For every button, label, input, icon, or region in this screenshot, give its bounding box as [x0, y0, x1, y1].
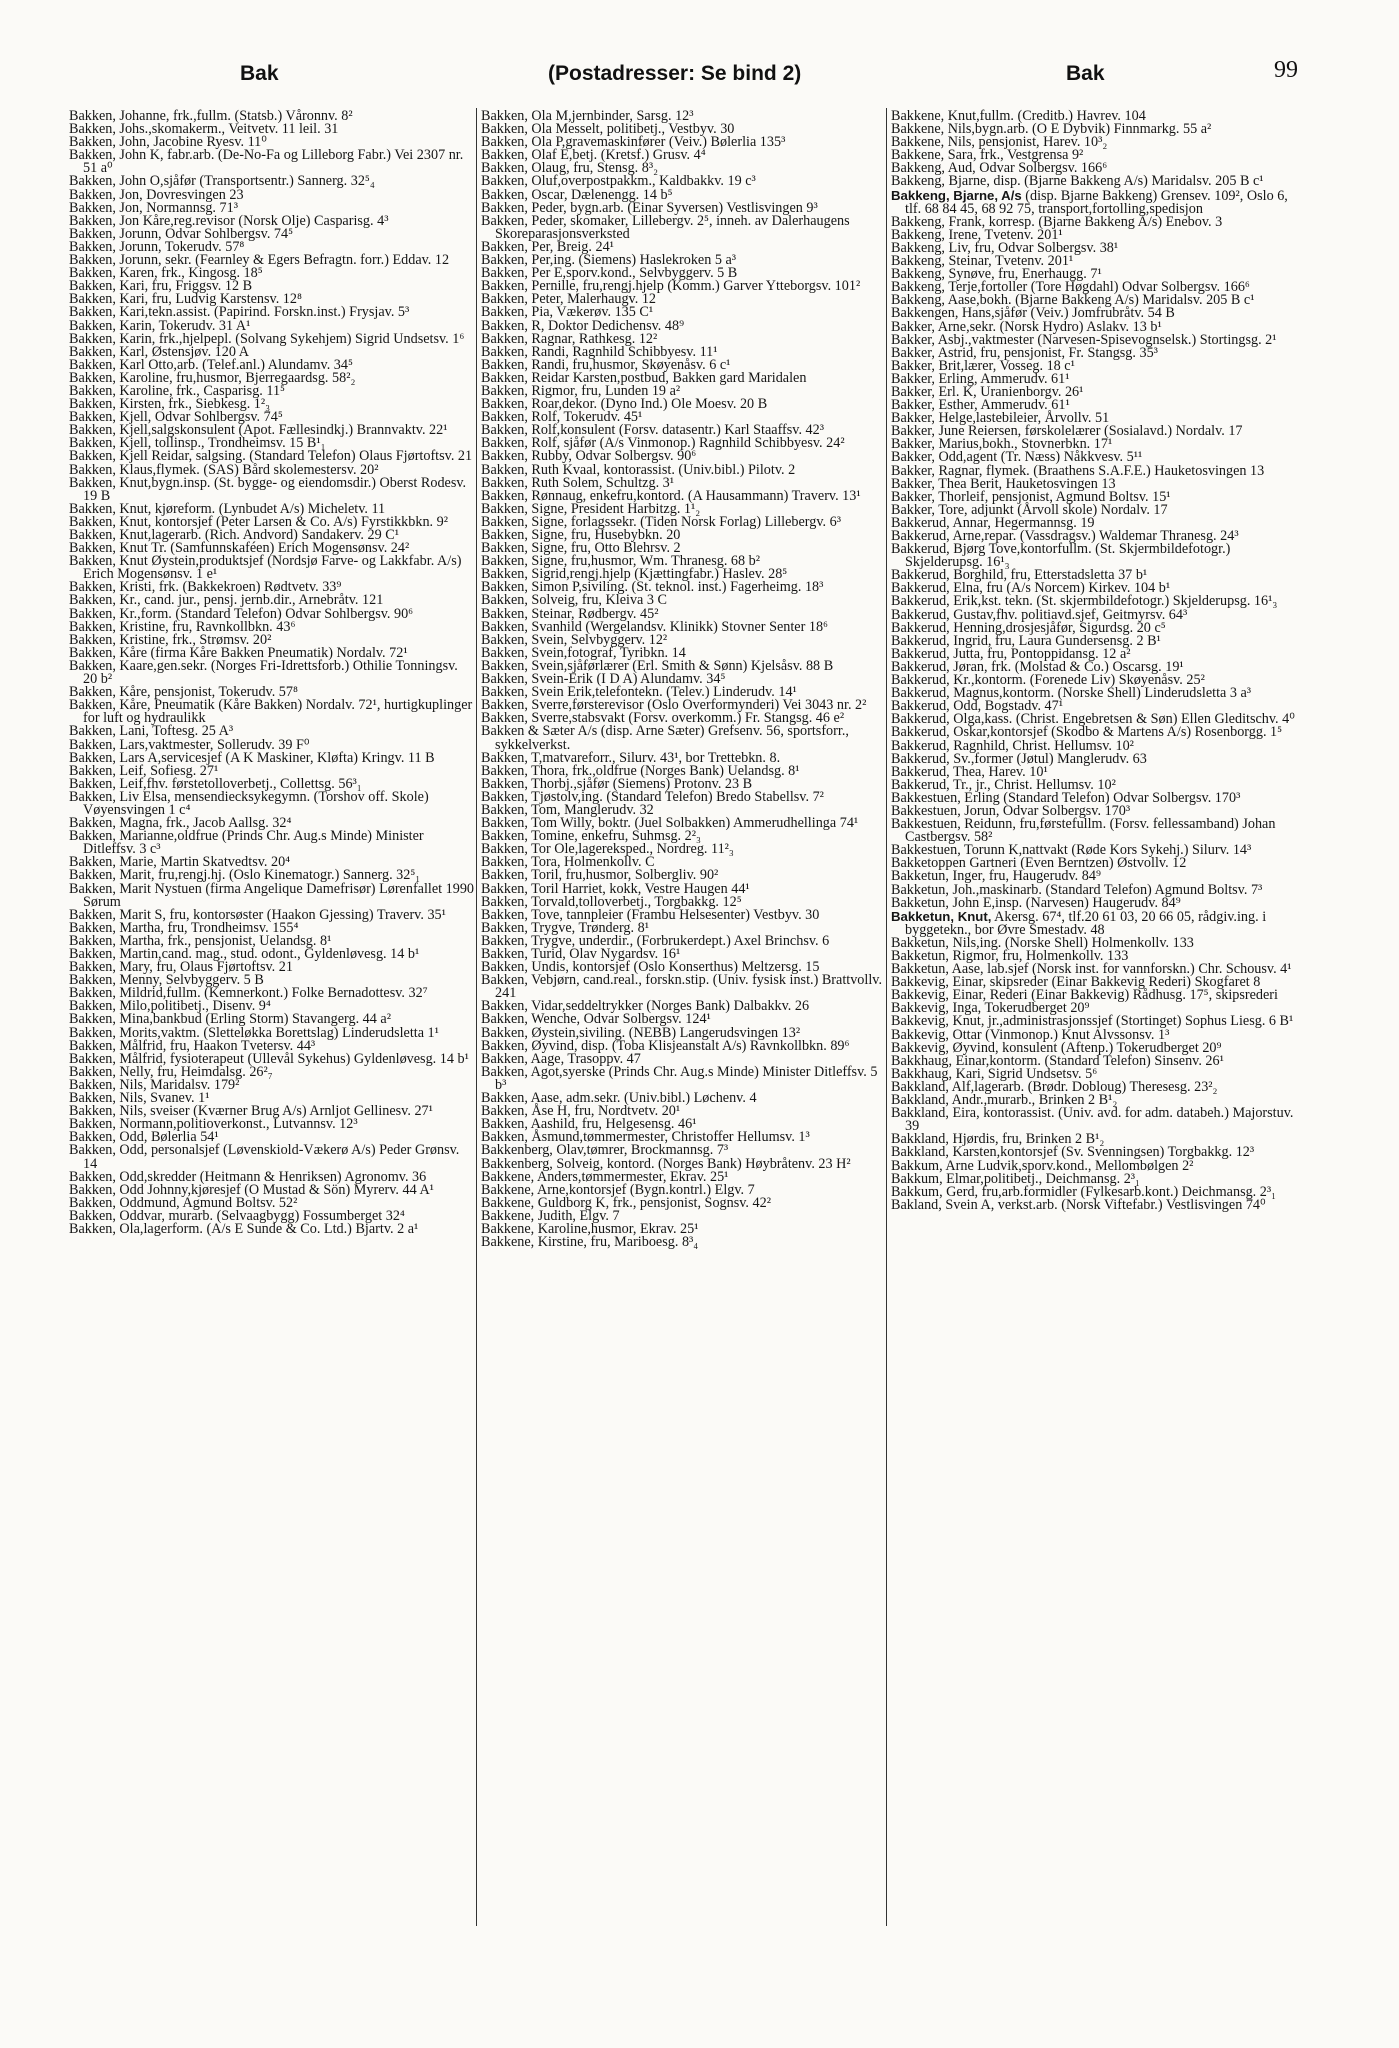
directory-entry: Bakken, Thora, frk.,oldfrue (Norges Bank) Uelandsg. 8¹ [481, 762, 800, 779]
directory-entry: Bakken, Svein,sjåførlærer (Erl. Smith & Sønn) Kjelsåsv. 88 B [481, 657, 834, 674]
directory-entry: Bakkerud, Borghild, fru, Etterstadsletta 37 b¹ [891, 567, 1148, 584]
directory-entry: Bakketun, Inger, fru, Haugerudv. 84⁹ [891, 868, 1101, 885]
directory-entry: Bakken, Martha, fru, Trondheimsv. 155⁴ [69, 919, 299, 936]
directory-entry: Bakken, Karin, Tokerudv. 31 A¹ [69, 317, 251, 334]
directory-entry: Bakkene, Arne,kontorsjef (Bygn.kontrl.) Elgv. 7 [481, 1181, 755, 1198]
directory-entry: Bakken, R, Doktor Dedichensv. 48⁹ [481, 317, 685, 334]
directory-entry: Bakkestuen, Jorun, Odvar Solbergsv. 170³ [891, 802, 1131, 819]
directory-entry: Bakketun, Aase, lab.sjef (Norsk inst. for vannforskn.) Chr. Schousv. 4¹ [891, 961, 1292, 978]
directory-entry: Bakkene, Nils, pensjonist, Harev. 10³₂ [891, 134, 1108, 151]
directory-entry: Bakken, Tomine, enkefru, Suhmsg. 2²₃ [481, 828, 701, 845]
directory-entry: Bakken, Aase, adm.sekr. (Univ.bibl.) Løchenv. 4 [481, 1090, 757, 1107]
directory-entry: Bakken, Wenche, Odvar Solbergsv. 124¹ [481, 1011, 711, 1028]
directory-entry: Bakkene, Sara, frk., Vestgrensa 9² [891, 147, 1084, 164]
directory-entry: Bakken, Lani, Toftesg. 25 A³ [69, 723, 234, 740]
directory-entry: Bakken, Knut,bygn.insp. (St. bygge- og eiendomsdir.) Oberst Rodesv. 19 B [69, 474, 467, 504]
directory-entry: Bakken, Roar,dekor. (Dyno Ind.) Ole Moesv. 20 B [481, 396, 768, 413]
header-left: Bak [240, 62, 279, 85]
column-1 [69, 110, 475, 1236]
directory-entry: Bakken, Tom Willy, boktr. (Juel Solbakken) Ammerudhellinga 74¹ [481, 815, 859, 832]
directory-entry: Bakkerud, Tr., jr., Christ. Hellumsv. 10² [891, 776, 1116, 793]
directory-entry: Bakken, Ola Messelt, politibetj., Vestbyv. 30 [481, 121, 735, 138]
directory-entry: Bakken, Rolf, sjåfør (A/s Vinmonop.) Ragnhild Schibbyesv. 24² [481, 435, 845, 452]
directory-entry: Bakkestuen, Torunn K,nattvakt (Røde Kors Sykehj.) Silurv. 14³ [891, 842, 1252, 859]
directory-entry: Bakken, Reidar Karsten,postbud, Bakken gard Maridalen [481, 369, 807, 386]
directory-entry: Bakken, Øyvind, disp. (Toba Klisjeanstalt A/s) Ravnkollbkn. 89⁶ [481, 1037, 850, 1054]
directory-entry: Bakken, Peter, Malerhaugv. 12 [481, 291, 657, 308]
directory-entry: Bakker, Astrid, fru, pensjonist, Fr. Stangsg. 35³ [891, 344, 1158, 361]
directory-entry: Bakker, Brit,lærer, Vosseg. 18 c¹ [891, 357, 1075, 374]
directory-entry: Bakken, Kristine, frk., Strømsv. 20² [69, 631, 272, 648]
directory-entry: Bakker, Asbj.,vaktmester (Narvesen-Spisevognselsk.) Stortingsg. 2¹ [891, 331, 1277, 348]
directory-entry: Bakketun, Rigmor, fru, Holmenkollv. 133 [891, 948, 1129, 964]
directory-entry: Bakken, Leif, Sofiesg. 27¹ [69, 762, 219, 779]
directory-entry: Bakken, Åse H, fru, Nordtvetv. 20¹ [481, 1103, 681, 1120]
directory-entry: Bakken, Odd Johnny,kjøresjef (O Mustad & Sön) Myrerv. 44 A¹ [69, 1181, 434, 1198]
directory-entry: Bakker, Arne,sekr. (Norsk Hydro) Aslakv. 13 b¹ [891, 318, 1162, 335]
directory-entry: Bakken, Jon Kåre,reg.revisor (Norsk Olje) Casparisg. 4³ [69, 212, 389, 229]
directory-entry: Bakkevig, Einar, skipsreder (Einar Bakkevig Rederi) Skogfaret 8 [891, 974, 1261, 991]
directory-entry: Bakken, Randi, fru,husmor, Skøyenåsv. 6 c¹ [481, 356, 731, 373]
directory-entry: Bakkestuen, Reidunn, fru,førstefullm. (Forsv. fellessamband) Johan Castbergsv. 58² [891, 816, 1276, 846]
directory-entry: Bakkland, Eira, kontorassist. (Univ. avd. for adm. databeh.) Majorstuv. 39 [891, 1105, 1294, 1135]
directory-entry: Bakken, Signe, President Harbitzg. 1¹₂ [481, 500, 701, 517]
directory-entry: Bakkerud, Magnus,kontorm. (Norske Shell) Linderudsletta 3 a³ [891, 685, 1252, 702]
directory-entry: Bakken, Kari, fru, Friggsv. 12 B [69, 278, 253, 295]
directory-entry: Bakkerud, Thea, Harev. 10¹ [891, 763, 1048, 780]
directory-entry: Bakken, Marit, fru,rengj.hj. (Oslo Kinematogr.) Sannerg. 32⁵₁ [69, 867, 421, 884]
column-divider-1 [476, 108, 477, 1926]
directory-entry: Bakken, Johanne, frk.,fullm. (Statsb.) Våronnv. 8² [69, 108, 353, 124]
directory-entry: Bakken, Jon, Normannsg. 71³ [69, 199, 238, 216]
directory-entry: Bakken, Sigrid,rengj.hjelp (Kjættingfabr.) Haslev. 28⁵ [481, 566, 788, 583]
directory-entry: Bakken, Liv Elsa, mensendiecksykegymn. (Torshov off. Skole) Vøyensvingen 1 c⁴ [69, 788, 429, 818]
directory-entry: Bakken, Per E,sporv.kond., Selvbyggerv. 5 B [481, 265, 738, 282]
directory-entry: Bakkevig, Ottar (Vinmonop.) Knut Alvssonsv. 1³ [891, 1026, 1170, 1043]
directory-entry: Bakken, Kjell, tollinsp., Trondheimsv. 15 B¹₁ [69, 435, 326, 452]
directory-entry: Bakker, Erl. K, Uranienborgv. 26¹ [891, 383, 1084, 400]
directory-entry: Bakken, Vebjørn, cand.real., forskn.stip. (Univ. fysisk inst.) Brattvollv. 241 [481, 972, 882, 1002]
directory-entry: Bakken, Karin, frk.,hjelpepl. (Solvang Sykehjem) Sigrid Undsetsv. 1⁶ [69, 330, 465, 347]
directory-entry: Bakkerud, Erik,kst. tekn. (St. skjermbildefotogr.) Skjelderupsg. 16¹₃ [891, 593, 1278, 610]
directory-entry: Bakken, Svein Erik,telefontekn. (Telev.) Linderudv. 14¹ [481, 684, 797, 701]
directory-entry: Bakkevig, Inga, Tokerudberget 20⁹ [891, 1000, 1090, 1017]
directory-entry: Bakken, Kaare,gen.sekr. (Norges Fri-Idrettsforb.) Othilie Tonningsv. 20 b² [69, 657, 458, 688]
directory-entry: Bakkevig, Einar, Rederi (Einar Bakkevig) Rådhusg. 17⁵, skipsrederi [891, 987, 1278, 1004]
directory-entry: Bakken, Odd, personalsjef (Løvenskiold-Vækerø A/s) Peder Grønsv. 14 [69, 1142, 460, 1172]
directory-entry: Bakken, Leif,fhv. førstetolloverbetj., Collettsg. 56³₁ [69, 775, 362, 792]
directory-entry: Bakken, Aage, Trasoppv. 47 [481, 1050, 641, 1067]
directory-entry: Bakketun, John E,insp. (Narvesen) Haugerudv. 84⁹ [891, 894, 1181, 911]
directory-entry: Bakken, Kari, fru, Ludvig Karstensv. 12⁸ [69, 291, 302, 308]
column-divider-2 [886, 108, 887, 1926]
directory-entry: Bakken, Oddmund, Agmund Boltsv. 52² [69, 1194, 298, 1211]
directory-entry: Bakken, Martha, frk., pensjonist, Uelandsg. 8¹ [69, 932, 332, 949]
directory-entry: Bakken & Sæter A/s (disp. Arne Sæter) Grefsenv. 56, sportsforr., sykkelverkst. [481, 723, 849, 753]
directory-entry: Bakkerud, Kr.,kontorm. (Forenede Liv) Skøyenåsv. 25² [891, 672, 1205, 689]
directory-entry: Bakken, Marianne,oldfrue (Prinds Chr. Aug.s Minde) Minister Ditleffsv. 3 c³ [69, 828, 424, 858]
directory-entry: Bakken, Karoline, fru,husmor, Bjerregaardsg. 58²₂ [69, 369, 356, 386]
directory-entry: Bakken, Målfrid, fysioterapeut (Ullevål Sykehus) Gyldenløvesg. 14 b¹ [69, 1050, 469, 1067]
directory-entry: Bakken, John O,sjåfør (Transportsentr.) Sannerg. 32⁵₄ [69, 173, 375, 190]
directory-entry: Bakken, Kr.,form. (Standard Telefon) Odvar Sohlbergsv. 90⁶ [69, 605, 414, 622]
directory-entry: Bakken, Aashild, fru, Helgesensg. 46¹ [481, 1116, 697, 1133]
directory-entry: Bakken, Lars A,servicesjef (A K Maskiner, Kløfta) Kringv. 11 B [69, 749, 435, 766]
directory-entry: Bakken, John K, fabr.arb. (De-No-Fa og Lilleborg Fabr.) Vei 2307 nr. 51 a⁰ [69, 147, 464, 177]
directory-entry: Bakken, Undis, kontorsjef (Oslo Konserthus) Meltzersg. 15 [481, 959, 820, 976]
column-3 [891, 110, 1297, 1212]
directory-entry: Bakken, Knut Øystein,produktsjef (Nordsjø Farve- og Lakkfabr. A/s) Erich Mogensønsv. 1 e¹ [69, 553, 462, 583]
directory-entry: Bakkenberg, Solveig, kontord. (Norges Bank) Høybråtenv. 23 H² [481, 1155, 851, 1172]
directory-entry: Bakken, Svein,fotograf, Tyribkn. 14 [481, 644, 686, 661]
directory-entry: Bakken, Pia, Vækerøv. 135 C¹ [481, 304, 654, 321]
directory-entry: Bakken, Karoline, frk., Casparisg. 11⁵ [69, 382, 285, 399]
directory-entry: Bakkengen, Hans,sjåfør (Veiv.) Jomfrubråtv. 54 B [891, 305, 1175, 322]
directory-entry: Bakken, Signe, forlagssekr. (Tiden Norsk Forlag) Lillebergv. 6³ [481, 513, 841, 530]
directory-entry: Bakkerud, Gustav,fhv. politiavd.sjef, Geitmyrsv. 64³ [891, 606, 1188, 623]
directory-entry: Bakkene, Guldborg K, frk., pensjonist, Sognsv. 42² [481, 1194, 771, 1211]
directory-entry: Bakkerud, Jøran, frk. (Molstad & Co.) Oscarsg. 19¹ [891, 658, 1184, 675]
directory-entry: Bakker, Thorleif, pensjonist, Agmund Boltsv. 15¹ [891, 488, 1171, 505]
directory-entry: Bakken, Tove, tannpleier (Frambu Helsesenter) Vestbyv. 30 [481, 906, 820, 923]
directory-entry: Bakken, Åsmund,tømmermester, Christoffer Hellumsv. 1³ [481, 1129, 810, 1146]
directory-entry: Bakken, Magna, frk., Jacob Aallsg. 32⁴ [69, 815, 292, 832]
directory-entry: Bakken, Nils, Svanev. 1¹ [69, 1090, 210, 1107]
directory-entry: Bakkestuen, Erling (Standard Telefon) Odvar Solbergsv. 170³ [891, 789, 1241, 806]
directory-entry: Bakken, Jorunn, Tokerudv. 57⁸ [69, 238, 245, 255]
directory-entry: Bakkenberg, Olav,tømrer, Brockmannsg. 7³ [481, 1142, 729, 1159]
directory-entry: Bakkum, Elmar,politibetj., Deichmansg. 2³₁ [891, 1170, 1140, 1187]
directory-entry: Bakken, Trygve, underdir., (Forbrukerdept.) Axel Brinchsv. 6 [481, 932, 830, 949]
directory-entry: Bakker, Erling, Ammerudv. 61¹ [891, 370, 1070, 387]
directory-entry: Bakkhaug, Kari, Sigrid Undsetsv. 5⁶ [891, 1065, 1098, 1082]
directory-entry: Bakkeng, Aud, Odvar Solbergsv. 166⁶ [891, 160, 1108, 177]
directory-entry: Bakkene, Knut,fullm. (Creditb.) Havrev. 104 [891, 108, 1146, 124]
directory-entry: Bakkerud, Oskar,kontorsjef (Skodbo & Martens A/s) Rosenborgg. 1⁵ [891, 724, 1283, 741]
directory-entry: Bakken, Trygve, Trønderg. 8¹ [481, 919, 649, 936]
directory-entry: Bakken, Karen, frk., Kingosg. 18⁵ [69, 265, 263, 282]
directory-entry: Bakken, Mary, fru, Olaus Fjørtoftsv. 21 [69, 959, 293, 976]
directory-entry: Bakken, Knut, kjøreform. (Lynbudet A/s) Micheletv. 11 [69, 500, 386, 517]
directory-entry: Bakkevig, Knut, jr.,administrasjonssjef (Stortinget) Sophus Liesg. 6 B¹ [891, 1013, 1294, 1030]
directory-entry: Bakken, Rolf,konsulent (Forsv. datasentr.) Karl Staaffsv. 42³ [481, 422, 824, 439]
directory-entry: Bakkerud, Jutta, fru, Pontoppidansg. 12 a² [891, 645, 1131, 662]
directory-entry: Bakken, Kirsten, frk., Siebkesg. 1²₃ [69, 396, 271, 413]
directory-entry: Bakken, Oscar, Dælenengg. 14 b⁵ [481, 186, 673, 203]
directory-entry: Bakken, Odd, Bølerlia 54¹ [69, 1129, 219, 1146]
directory-entry: Bakker, Ragnar, flymek. (Braathens S.A.F.E.) Hauketosvingen 13 [891, 462, 1265, 479]
directory-entry: Bakketun, Knut, Akersg. 67⁴, tlf.20 61 03, 20 66 05, rådgiv.ing. i byggetekn., bor Øvre Smestadv. 48 [891, 908, 1267, 938]
directory-entry: Bakker, Helge,lastebileier, Årvollv. 51 [891, 410, 1110, 427]
directory-entry: Bakken, Rolf, Tokerudv. 45¹ [481, 409, 643, 426]
directory-entry: Bakken, Toril, fru,husmor, Solbergliv. 90² [481, 867, 719, 884]
directory-entry: Bakken, Peder, bygn.arb. (Einar Syversen) Vestlisvingen 9³ [481, 199, 818, 216]
directory-entry: Bakken, Kr., cand. jur., pensj. jernb.dir., Arnebråtv. 121 [69, 592, 384, 609]
directory-entry: Bakken, Jorunn, Odvar Sohlbergsv. 74⁵ [69, 225, 294, 242]
directory-entry: Bakken, Randi, Ragnhild Schibbyesv. 11¹ [481, 343, 718, 360]
directory-entry: Bakken, Ruth Solem, Schultzg. 3¹ [481, 474, 675, 491]
directory-entry: Bakken, Jon, Dovresvingen 23 [69, 186, 244, 203]
directory-entry: Bakken, Oddvar, murarb. (Selvaagbygg) Fossumberget 32⁴ [69, 1207, 405, 1224]
directory-entry: Bakken, Kjell, Odvar Sohlbergsv. 74⁵ [69, 409, 283, 426]
directory-entry: Bakken, Per,ing. (Siemens) Haslekroken 5 a³ [481, 252, 737, 269]
directory-entry: Bakken, Per, Breig. 24¹ [481, 238, 614, 255]
directory-entry: Bakker, Thea Berit, Hauketosvingen 13 [891, 475, 1116, 492]
directory-entry: Bakkerud, Henning,drosjesjåfør, Sigurdsg. 20 c⁵ [891, 619, 1166, 636]
directory-entry: Bakken, Karl Otto,arb. (Telef.anl.) Alundamv. 34⁵ [69, 356, 353, 373]
directory-entry: Bakken, Tor Ole,lagereksped., Nordreg. 11²₃ [481, 841, 734, 858]
directory-entry: Bakken, Rønnaug, enkefru,kontord. (A Hausammann) Traverv. 13¹ [481, 487, 861, 504]
directory-entry: Bakken, Ragnar, Rathkesg. 12² [481, 330, 658, 347]
directory-entry: Bakken, Nelly, fru, Heimdalsg. 26²₇ [69, 1063, 273, 1080]
directory-entry: Bakken, Agot,syerske (Prinds Chr. Aug.s Minde) Minister Ditleffsv. 5 b³ [481, 1063, 878, 1093]
directory-entry: Bakken, Peder, skomaker, Lillebergv. 2⁵, inneh. av Dalerhaugens Skoreparasjonsverksted [481, 212, 850, 242]
directory-entry: Bakken, Normann,politioverkonst., Lutvannsv. 12³ [69, 1116, 358, 1133]
directory-entry: Bakken, Mina,bankbud (Erling Storm) Stavangerg. 44 a² [69, 1011, 391, 1028]
header-center: (Postadresser: Se bind 2) [548, 62, 802, 85]
directory-entry: Bakken, Svein-Erik (I D A) Alundamv. 34⁵ [481, 671, 726, 688]
directory-entry: Bakken, Oluf,overpostpakkm., Kaldbakkv. 19 c³ [481, 173, 756, 190]
directory-entry: Bakken, Mildrid,fullm. (Kemnerkont.) Folke Bernadottesv. 32⁷ [69, 985, 428, 1002]
directory-entry: Bakkerud, Ragnhild, Christ. Hellumsv. 10² [891, 737, 1134, 754]
directory-entry: Bakkeng, Aase,bokh. (Bjarne Bakkeng A/s) Maridalsv. 205 B c¹ [891, 292, 1255, 309]
directory-entry: Bakken, Målfrid, fru, Haakon Tvetersv. 44³ [69, 1037, 316, 1054]
directory-entry: Bakken, Vidar,seddeltrykker (Norges Bank) Dalbakkv. 26 [481, 998, 810, 1015]
directory-entry: Bakken, Rigmor, fru, Lunden 19 a² [481, 382, 681, 399]
directory-entry: Bakken, Martin,cand. mag., stud. odont., Gyldenløvesg. 14 b¹ [69, 946, 420, 962]
directory-entry: Bakkerud, Olga,kass. (Christ. Engebretsen & Søn) Ellen Gleditschv. 4⁰ [891, 711, 1295, 728]
directory-entry: Bakken, Ruth Kvaal, kontorassist. (Univ.bibl.) Pilotv. 2 [481, 461, 796, 478]
directory-entry: Bakkhaug, Einar,kontorm. (Standard Telefon) Sinsenv. 26¹ [891, 1052, 1224, 1069]
directory-entry: Bakken, Kari,tekn.assist. (Papirind. Forskn.inst.) Frysjav. 5³ [69, 304, 410, 321]
directory-entry: Bakkum, Gerd, fru,arb.formidler (Fylkesarb.kont.) Deichmansg. 2³₁ [891, 1183, 1277, 1200]
directory-entry: Bakkland, Hjørdis, fru, Brinken 2 B¹₂ [891, 1131, 1105, 1148]
directory-entry: Bakken, Marit Nystuen (firma Angelique Damefrisør) Lørenfallet 1990 Sørum [69, 880, 475, 910]
directory-entry: Bakken, Milo,politibetj., Disenv. 9⁴ [69, 998, 271, 1015]
directory-entry: Bakken, Knut Tr. (Samfunnskaféen) Erich Mogensønsv. 24² [69, 540, 410, 557]
directory-entry: Bakken, Kåre (firma Kåre Bakken Pneumatik) Nordalv. 72¹ [69, 644, 408, 661]
directory-entry: Bakkerud, Arne,repar. (Vassdragsv.) Waldemar Thranesg. 24³ [891, 528, 1239, 544]
directory-entry: Bakkland, Karsten,kontorsjef (Sv. Svenningsen) Torgbakkg. 12³ [891, 1144, 1255, 1161]
directory-entry: Bakken, Kjell,salgskonsulent (Apot. Fællesindkj.) Brannvaktv. 22¹ [69, 422, 448, 439]
directory-entry: Bakken, Olaf E,betj. (Kretsf.) Grusv. 4⁴ [481, 147, 706, 164]
directory-entry: Bakken, Klaus,flymek. (SAS) Bård skolemestersv. 20² [69, 461, 379, 478]
directory-entry: Bakker, Tore, adjunkt (Årvoll skole) Nordalv. 17 [891, 501, 1168, 518]
directory-entry: Bakken, Svanhild (Wergelandsv. Klinikk) Stovner Senter 18⁶ [481, 618, 829, 635]
directory-entry: Bakker, Esther, Ammerudv. 61¹ [891, 397, 1070, 414]
directory-entry: Bakkerud, Odd, Bogstadv. 47¹ [891, 698, 1063, 715]
directory-entry: Bakken, Toril Harriet, kokk, Vestre Haugen 44¹ [481, 880, 750, 897]
directory-entry: Bakkeng, Liv, fru, Odvar Solbergsv. 38¹ [891, 239, 1119, 256]
directory-entry: Bakken, Kristi, frk. (Bakkekroen) Rødtvetv. 33⁹ [69, 579, 342, 596]
directory-entry: Bakken, Simon P,siviling. (St. teknol. inst.) Fagerheimg. 18³ [481, 579, 824, 596]
directory-entry: Bakken, Menny, Selvbyggerv. 5 B [69, 972, 264, 989]
directory-entry: Bakketun, Joh.,maskinarb. (Standard Telefon) Agmund Boltsv. 7³ [891, 881, 1263, 898]
directory-entry: Bakken, Kåre, Pneumatik (Kåre Bakken) Nordalv. 72¹, hurtigkuplinger for luft og hydraulikk [69, 697, 473, 727]
directory-entry: Bakkevig, Øyvind, konsulent (Aftenp.) Tokerudberget 20⁹ [891, 1039, 1222, 1056]
directory-entry: Bakkerud, Sv.,former (Jøtul) Manglerudv. 63 [891, 750, 1147, 767]
directory-entry: Bakkeng, Steinar, Tvetenv. 201¹ [891, 253, 1074, 270]
directory-entry: Bakken, Odd,skredder (Heitmann & Henriksen) Agronomv. 36 [69, 1168, 427, 1185]
directory-entry: Bakkerud, Annar, Hegermannsg. 19 [891, 514, 1095, 531]
directory-entry: Bakkerud, Bjørg Tove,kontorfullm. (St. Skjermbildefotogr.) Skjelderupsg. 16¹₃ [891, 541, 1231, 571]
directory-entry: Bakken, Solveig, fru, Kleiva 3 C [481, 592, 667, 609]
directory-entry: Bakken, Tora, Holmenkollv. C [481, 854, 655, 871]
directory-entry: Bakken, Karl, Østensjøv. 120 A [69, 343, 249, 360]
directory-entry: Bakketoppen Gartneri (Even Berntzen) Østvollv. 12 [891, 855, 1187, 872]
directory-entry: Bakkerud, Elna, fru (A/s Norcem) Kirkev. 104 b¹ [891, 580, 1171, 597]
directory-entry: Bakkeng, Frank, korresp. (Bjarne Bakkeng A/s) Enebov. 3 [891, 213, 1223, 230]
directory-entry: Bakken, Øystein,siviling. (NEBB) Langerudsvingen 13² [481, 1024, 801, 1041]
column-2 [481, 110, 887, 1249]
directory-entry: Bakkeng, Terje,fortoller (Tore Høgdahl) Odvar Solbergsv. 166⁶ [891, 279, 1250, 296]
directory-entry: Bakken, Tjøstolv,ing. (Standard Telefon) Bredo Stabellsv. 7² [481, 788, 824, 805]
directory-entry: Bakken, Marit S, fru, kontorsøster (Haakon Gjessing) Traverv. 35¹ [69, 906, 446, 923]
directory-entry: Bakkene, Kirstine, fru, Mariboesg. 8³₄ [481, 1234, 699, 1251]
directory-entry: Bakkeng, Bjarne, A/s (disp. Bjarne Bakkeng) Grensev. 109², Oslo 6, tlf. 68 84 45, 68 92 75, transport,fortolling,spedisjon [891, 187, 1288, 217]
directory-entry: Bakken, Kristine, fru, Ravnkollbkn. 43⁶ [69, 618, 296, 635]
directory-entry: Bakken, Olaug, fru, Stensg. 8³₂ [481, 160, 659, 177]
directory-entry: Bakkene, Karoline,husmor, Ekrav. 25¹ [481, 1220, 699, 1237]
directory-entry: Bakkland, Alf,lagerarb. (Brødr. Dobloug) Theresesg. 23²₂ [891, 1078, 1218, 1095]
directory-entry: Bakken, Signe, fru, Husebybkn. 20 [481, 527, 681, 543]
directory-entry: Bakken, Pernille, fru,rengj.hjelp (Komm.) Garver Ytteborgsv. 101² [481, 278, 861, 295]
directory-entry: Bakken, Rubby, Odvar Solbergsv. 90⁶ [481, 448, 697, 465]
directory-entry: Bakken, Sverre,stabsvakt (Forsv. overkomm.) Fr. Stangsg. 46 e² [481, 710, 845, 727]
directory-entry: Bakland, Svein A, verkst.arb. (Norsk Viftefabr.) Vestlisvingen 74⁰ [891, 1196, 1266, 1213]
directory-entry: Bakken, Nils, sveiser (Kværner Brug A/s) Arnljot Gellinesv. 27¹ [69, 1103, 433, 1120]
directory-entry: Bakkene, Nils,bygn.arb. (O E Dybvik) Finnmarkg. 55 a² [891, 121, 1212, 138]
directory-entry: Bakken, Lars,vaktmester, Sollerudv. 39 F⁰ [69, 736, 310, 753]
directory-entry: Bakkene, Judith, Elgv. 7 [481, 1207, 620, 1224]
directory-entry: Bakken, Steinar, Rødbergv. 45² [481, 605, 659, 622]
directory-entry: Bakker, Marius,bokh., Stovnerbkn. 17¹ [891, 436, 1113, 453]
header-right: Bak [1066, 62, 1105, 85]
directory-entry: Bakken, Tom, Manglerudv. 32 [481, 801, 654, 818]
directory-entry: Bakken, Johs.,skomakerm., Veitvetv. 11 leil. 31 [69, 121, 339, 138]
directory-entry: Bakken, Turid, Olav Nygardsv. 16¹ [481, 946, 681, 962]
directory-entry: Bakken, Kjell Reidar, salgsing. (Standard Telefon) Olaus Fjørtoftsv. 21 [69, 448, 473, 465]
directory-entry: Bakken, Ola,lagerform. (A/s E Sunde & Co. Ltd.) Bjartv. 2 a¹ [69, 1220, 419, 1237]
directory-entry: Bakker, June Reiersen, førskolelærer (Sosialavd.) Nordalv. 17 [891, 423, 1243, 440]
directory-entry: Bakketun, Nils,ing. (Norske Shell) Holmenkollv. 133 [891, 934, 1194, 951]
directory-entry: Bakken, Morits,vaktm. (Sletteløkka Borettslag) Linderudsletta 1¹ [69, 1024, 439, 1041]
directory-entry: Bakkeng, Irene, Tvetenv. 201¹ [891, 226, 1063, 243]
page-number: 99 [1274, 57, 1298, 83]
directory-entry: Bakkerud, Ingrid, fru, Laura Gundersensg. 2 B¹ [891, 632, 1161, 649]
directory-entry: Bakken, T,matvareforr., Silurv. 43¹, bor Trettebkn. 8. [481, 749, 781, 766]
directory-entry: Bakken, Svein, Selvbyggerv. 12² [481, 631, 668, 648]
directory-entry: Bakken, Ola M,jernbinder, Sarsg. 12³ [481, 108, 694, 124]
directory-entry: Bakken, Kåre, pensjonist, Tokerudv. 57⁸ [69, 684, 298, 701]
directory-entry: Bakken, Signe, fru, Otto Blehrsv. 2 [481, 540, 681, 557]
directory-entry: Bakker, Odd,agent (Tr. Næss) Nåkkvesv. 5¹¹ [891, 449, 1143, 466]
directory-entry: Bakken, Knut, kontorsjef (Peter Larsen & Co. A/s) Fyrstikkbkn. 9² [69, 513, 448, 530]
directory-entry: Bakkeng, Bjarne, disp. (Bjarne Bakkeng A/s) Maridalsv. 205 B c¹ [891, 173, 1264, 190]
directory-entry: Bakkene, Anders,tømmermester, Ekrav. 25¹ [481, 1168, 729, 1185]
directory-entry: Bakken, Torvald,tolloverbetj., Torgbakkg. 12⁵ [481, 893, 742, 910]
directory-entry: Bakken, Thorbj.,sjåfør (Siemens) Protonv. 23 B [481, 775, 753, 792]
directory-entry: Bakken, Jorunn, sekr. (Fearnley & Egers Befragtn. forr.) Eddav. 12 [69, 252, 450, 269]
directory-entry: Bakken, Sverre,førsterevisor (Oslo Overformynderi) Vei 3043 nr. 2² [481, 697, 867, 714]
directory-entry: Bakken, Knut,lagerarb. (Rich. Andvord) Sandakerv. 29 C¹ [69, 527, 399, 543]
directory-entry: Bakkum, Arne Ludvik,sporv.kond., Mellombølgen 2² [891, 1157, 1194, 1174]
directory-entry: Bakken, Marie, Martin Skatvedtsv. 20⁴ [69, 854, 291, 871]
directory-entry: Bakken, John, Jacobine Ryesv. 11⁰ [69, 134, 267, 151]
directory-entry: Bakkland, Andr.,murarb., Brinken 2 B¹₂ [891, 1092, 1118, 1109]
directory-entry: Bakken, Nils, Maridalsv. 179² [69, 1076, 240, 1093]
directory-entry: Bakken, Signe, fru,husmor, Wm. Thranesg. 68 b² [481, 553, 760, 570]
directory-entry: Bakken, Ola P,gravemaskinfører (Veiv.) Bølerlia 135³ [481, 134, 786, 151]
directory-entry: Bakkeng, Synøve, fru, Enerhaugg. 7¹ [891, 266, 1102, 283]
